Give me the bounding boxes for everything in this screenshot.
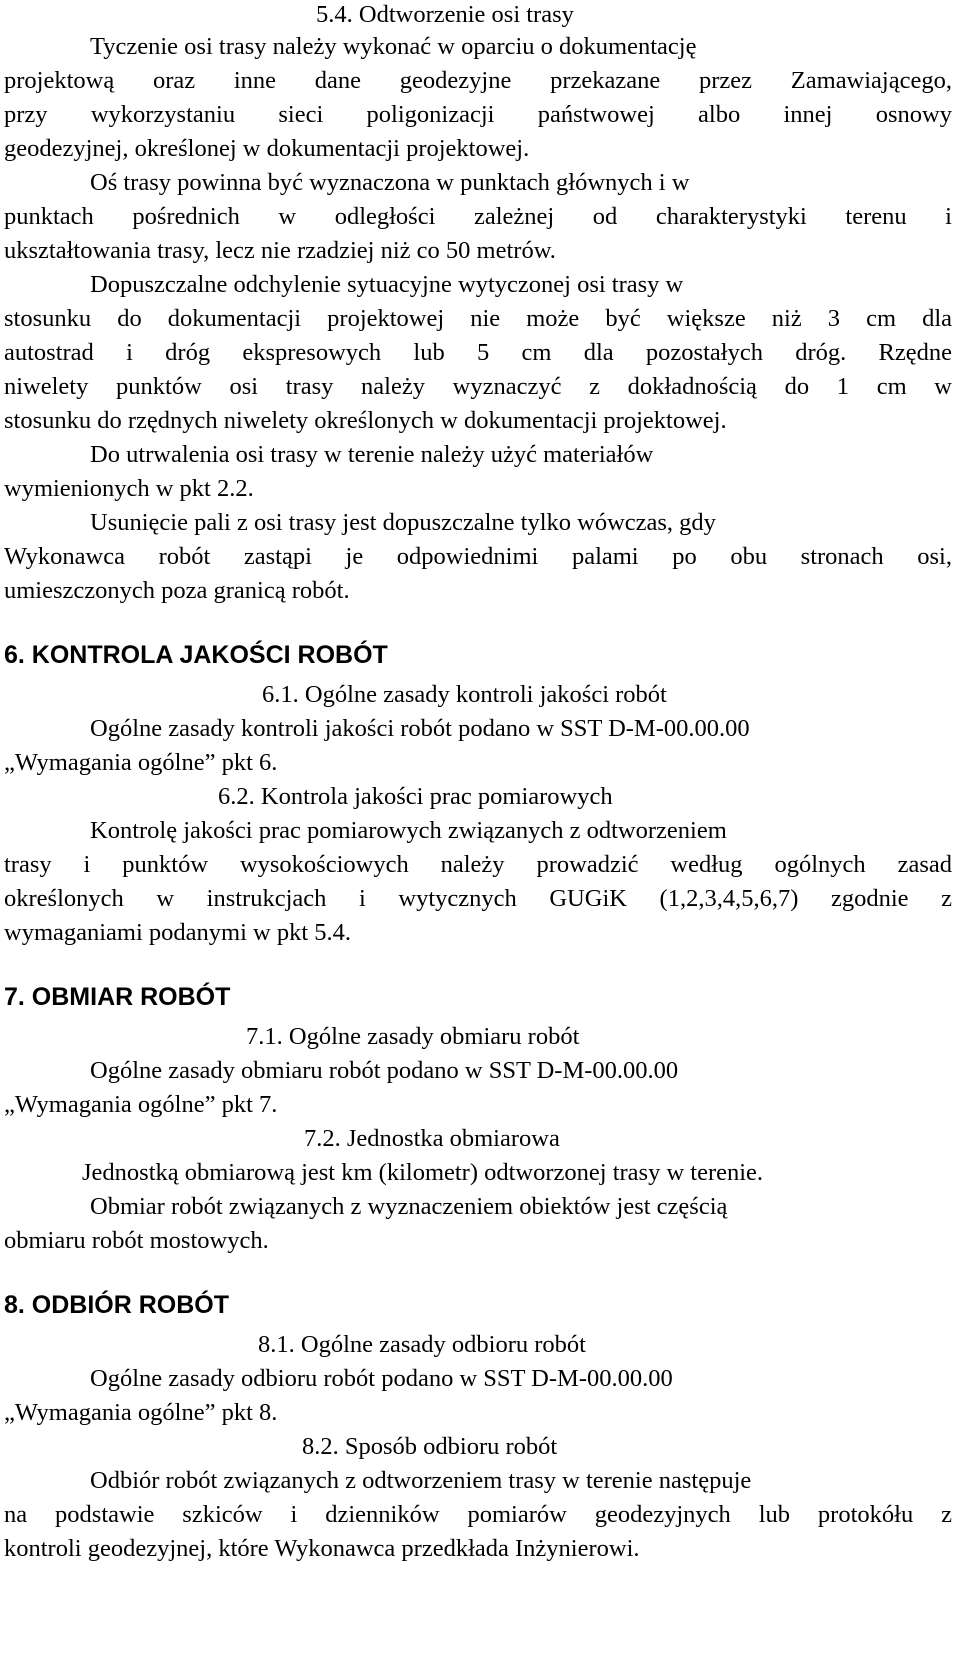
paragraph-line: kontroli geodezyjnej, które Wykonawca przedkłada Inżynierowi. [4, 1535, 640, 1562]
paragraph-line: określonych w instrukcjach i wytycznych GUGiK (1,2,3,4,5,6,7) zgodnie z [4, 885, 952, 912]
paragraph-line: autostrad i dróg ekspresowych lub 5 cm dla pozostałych dróg. Rzędne [4, 339, 952, 366]
subsection-heading-6-2: 6.2. Kontrola jakości prac pomiarowych [218, 783, 613, 810]
paragraph-line: ukształtowania trasy, lecz nie rzadziej niż co 50 metrów. [4, 237, 556, 264]
paragraph-line: Dopuszczalne odchylenie sytuacyjne wytyczonej osi trasy w [90, 271, 684, 298]
paragraph-line: przy wykorzystaniu sieci poligonizacji państwowej albo innej osnowy [4, 101, 952, 128]
subsection-heading-5-4: 5.4. Odtworzenie osi trasy [316, 1, 574, 28]
paragraph-line: stosunku do dokumentacji projektowej nie może być większe niż 3 cm dla [4, 305, 952, 332]
paragraph-line: „Wymagania ogólne” pkt 8. [4, 1399, 278, 1426]
paragraph-line: „Wymagania ogólne” pkt 7. [4, 1091, 278, 1118]
section-heading-6: 6. KONTROLA JAKOŚCI ROBÓT [4, 641, 388, 669]
paragraph-line: „Wymagania ogólne” pkt 6. [4, 749, 278, 776]
paragraph-line: na podstawie szkiców i dzienników pomiarów geodezyjnych lub protokółu z [4, 1501, 952, 1528]
subsection-heading-6-1: 6.1. Ogólne zasady kontroli jakości robót [262, 681, 667, 708]
subsection-heading-7-2: 7.2. Jednostka obmiarowa [304, 1125, 560, 1152]
paragraph-line: Kontrolę jakości prac pomiarowych związanych z odtworzeniem [90, 817, 727, 844]
paragraph-line: Odbiór robót związanych z odtworzeniem trasy w terenie następuje [90, 1467, 752, 1494]
paragraph-line: Obmiar robót związanych z wyznaczeniem obiektów jest częścią [90, 1193, 728, 1220]
paragraph-line: niwelety punktów osi trasy należy wyznaczyć z dokładnością do 1 cm w [4, 373, 952, 400]
paragraph-line: obmiaru robót mostowych. [4, 1227, 269, 1254]
section-heading-8: 8. ODBIÓR ROBÓT [4, 1291, 230, 1319]
paragraph-line: wymaganiami podanymi w pkt 5.4. [4, 919, 352, 946]
paragraph-line: Jednostką obmiarową jest km (kilometr) odtworzonej trasy w terenie. [82, 1159, 764, 1186]
paragraph-line: wymienionych w pkt 2.2. [4, 475, 254, 502]
paragraph-line: Tyczenie osi trasy należy wykonać w oparciu o dokumentację [90, 33, 697, 60]
paragraph-line: projektową oraz inne dane geodezyjne przekazane przez Zamawiającego, [4, 67, 952, 94]
paragraph-line: Ogólne zasady odbioru robót podano w SST D-M-00.00.00 [90, 1365, 673, 1392]
paragraph-line: umieszczonych poza granicą robót. [4, 577, 350, 604]
paragraph-line: punktach pośrednich w odległości zależnej od charakterystyki terenu i [4, 203, 952, 230]
paragraph-line: trasy i punktów wysokościowych należy prowadzić według ogólnych zasad [4, 851, 952, 878]
paragraph-line: geodezyjnej, określonej w dokumentacji projektowej. [4, 135, 530, 162]
subsection-heading-8-1: 8.1. Ogólne zasady odbioru robót [258, 1331, 586, 1358]
paragraph-line: Usunięcie pali z osi trasy jest dopuszczalne tylko wówczas, gdy [90, 509, 716, 536]
paragraph-line: Oś trasy powinna być wyznaczona w punktach głównych i w [90, 169, 690, 196]
subsection-heading-7-1: 7.1. Ogólne zasady obmiaru robót [246, 1023, 580, 1050]
section-heading-7: 7. OBMIAR ROBÓT [4, 983, 231, 1011]
paragraph-line: Ogólne zasady obmiaru robót podano w SST D-M-00.00.00 [90, 1057, 679, 1084]
paragraph-line: Ogólne zasady kontroli jakości robót podano w SST D-M-00.00.00 [90, 715, 750, 742]
subsection-heading-8-2: 8.2. Sposób odbioru robót [302, 1433, 558, 1460]
paragraph-line: Do utrwalenia osi trasy w terenie należy użyć materiałów [90, 441, 654, 468]
paragraph-line: Wykonawca robót zastąpi je odpowiednimi palami po obu stronach osi, [4, 543, 952, 570]
paragraph-line: stosunku do rzędnych niwelety określonych w dokumentacji projektowej. [4, 407, 727, 434]
